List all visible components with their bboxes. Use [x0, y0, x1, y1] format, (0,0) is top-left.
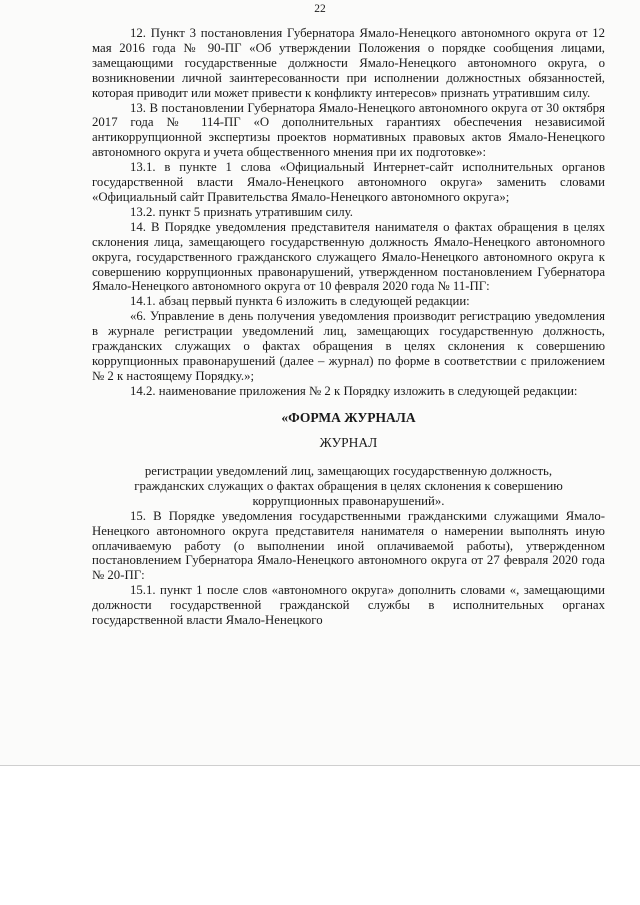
journal-subtitle-line-2: гражданских служащих о фактах обращения в целях склонения к совершению: [134, 478, 563, 493]
paragraph-12: 12. Пункт 3 постановления Губернатора Ямало-Ненецкого автономного округа от 12 мая 2016 года № 90-ПГ «Об утверждении Положения о порядке сообщения лицами, замещающими государственные должности Ямало-Ненецкого автономного округа, о возникновении личной заинтересованности при исполнении должностных обязанностей, которая приводит или может привести к конфликту интересов» признать утратившим силу.: [92, 26, 605, 100]
paragraph-14-2: 14.2. наименование приложения № 2 к Порядку изложить в следующей редакции:: [130, 383, 578, 398]
page-number: 22: [314, 3, 326, 15]
paragraph-15-1: 15.1. пункт 1 после слов «автономного округа» дополнить словами «, замещающими должности государственной гражданской службы в исполнительных органах государственной власти Ямало-Ненецкого: [92, 583, 605, 628]
paragraph-14-1: 14.1. абзац первый пункта 6 изложить в следующей редакции:: [130, 294, 470, 309]
paragraph-14-1-quote: «6. Управление в день получения уведомления производит регистрацию уведомления в журнале регистрации уведомлений лиц, замещающих государственную должность, гражданских служащих о фактах обращения в целях склонения к совершению коррупционных правонарушений (далее – журнал) по форме в соответствии с приложением № 2 к настоящему Порядку.»;: [92, 309, 605, 383]
paragraph-13: 13. В постановлении Губернатора Ямало-Ненецкого автономного округа от 30 октября 2017 года № 114-ПГ «О дополнительных гарантиях обеспечения независимой антикоррупционной экспертизы проектов нормативных правовых актов Ямало-Ненецкого автономного округа и учета общественного мнения при их подготовке»:: [92, 100, 605, 160]
journal-subtitle-line-3: коррупционных правонарушений».: [252, 493, 445, 508]
paragraph-14: 14. В Порядке уведомления представителя нанимателя о фактах обращения в целях склонения лица, замещающего государственную должность Ямало-Ненецкого автономного округа, государственного гражданского служащего Ямало-Ненецкого автономного округа к совершению коррупционных правонарушений, утвержденном постановлением Губернатора Ямало-Ненецкого автономного округа от 10 февраля 2020 года № 11-ПГ:: [92, 219, 605, 294]
paragraph-13-1: 13.1. в пункте 1 слова «Официальный Интернет-сайт исполнительных органов государственной власти Ямало-Ненецкого автономного округа» заменить словами «Официальный сайт Правительства Ямало-Ненецкого автономного округа»;: [92, 160, 605, 204]
form-heading: «ФОРМА ЖУРНАЛА: [281, 409, 416, 425]
document-body: [92, 26, 605, 628]
paragraph-13-2: 13.2. пункт 5 признать утратившим силу.: [130, 204, 353, 219]
paragraph-15: 15. В Порядке уведомления государственными гражданскими служащими Ямало-Ненецкого автономного округа представителя нанимателя о намерении выполнять иную оплачиваемую работу (о выполнении иной оплачиваемой работы), утвержденном постановлением Губернатора Ямало-Ненецкого автономного округа от 27 февраля 2020 года № 20-ПГ:: [92, 508, 605, 583]
journal-title: ЖУРНАЛ: [319, 434, 378, 450]
journal-subtitle-line-1: регистрации уведомлений лиц, замещающих государственную должность,: [144, 463, 553, 478]
